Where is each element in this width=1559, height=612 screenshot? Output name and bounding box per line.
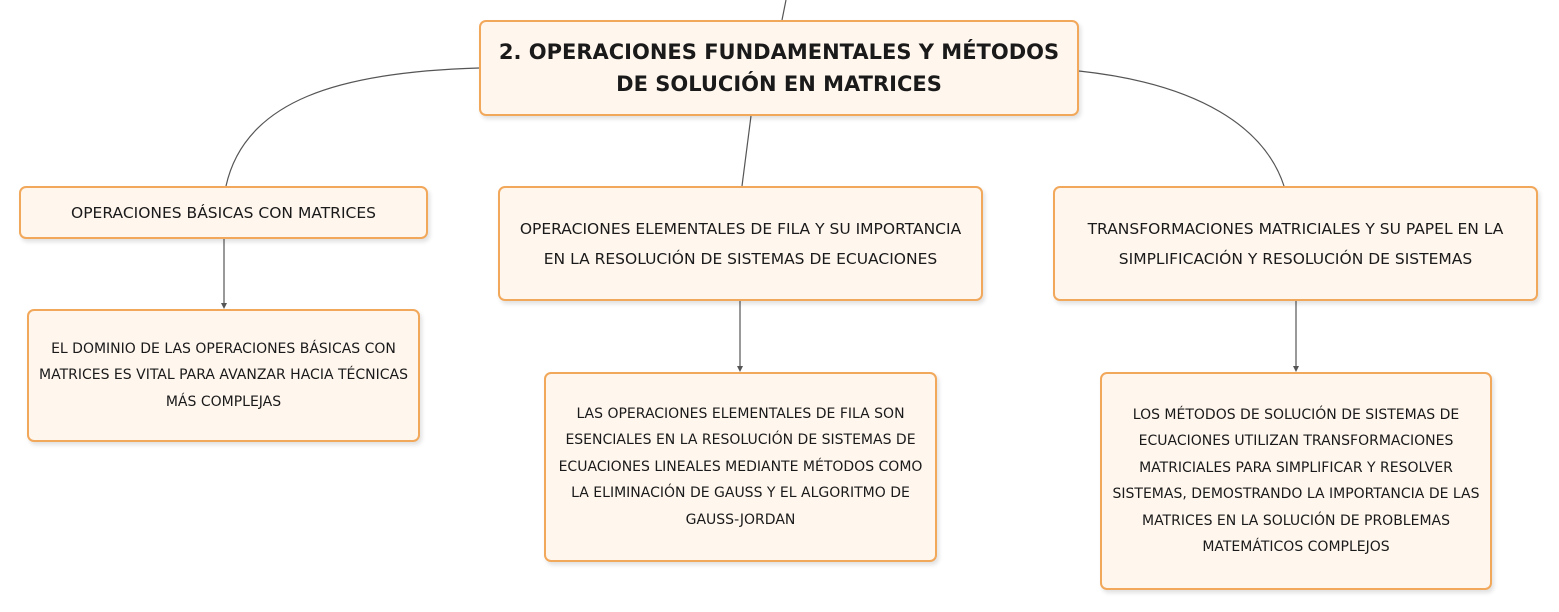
detail-text: EL DOMINIO DE LAS OPERACIONES BÁSICAS CON MATRICES ES VITAL PARA AVANZAR HACIA TÉCNICAS MÁS COMPLEJAS — [39, 340, 408, 410]
connector-parent-to-root — [782, 0, 786, 20]
topic-node-transformaciones-matriciales[interactable] — [1053, 186, 1538, 301]
topic-label: OPERACIONES BÁSICAS CON MATRICES — [71, 203, 376, 222]
root-topic-node[interactable] — [479, 20, 1079, 116]
detail-node-transformaciones-matriciales[interactable] — [1100, 372, 1492, 590]
detail-node-operaciones-basicas[interactable] — [27, 309, 420, 442]
connector-root-to-branch-3 — [1079, 71, 1284, 186]
topic-node-operaciones-elementales[interactable] — [498, 186, 983, 301]
topic-label: OPERACIONES ELEMENTALES DE FILA Y SU IMPORTANCIA EN LA RESOLUCIÓN DE SISTEMAS DE ECUACIONES — [519, 219, 962, 268]
topic-label: TRANSFORMACIONES MATRICIALES Y SU PAPEL EN LA SIMPLIFICACIÓN Y RESOLUCIÓN DE SISTEMAS — [1087, 219, 1504, 268]
detail-node-operaciones-elementales[interactable] — [544, 372, 937, 562]
root-topic-label: 2. OPERACIONES FUNDAMENTALES Y MÉTODOS DE SOLUCIÓN EN MATRICES — [498, 40, 1060, 96]
detail-text: LOS MÉTODOS DE SOLUCIÓN DE SISTEMAS DE ECUACIONES UTILIZAN TRANSFORMACIONES MATRICIALES PARA SIMPLIFICAR Y RESOLVER SISTEMAS, DEMOSTRANDO LA IMPORTANCIA DE LAS MATRICES EN LA SOLUCIÓN DE PROBLEMAS MATEMÁTICOS COMPLEJOS — [1112, 406, 1480, 555]
connector-root-to-branch-2 — [742, 116, 751, 186]
topic-node-operaciones-basicas[interactable] — [19, 186, 428, 239]
connector-root-to-branch-1 — [226, 68, 479, 186]
detail-text: LAS OPERACIONES ELEMENTALES DE FILA SON ESENCIALES EN LA RESOLUCIÓN DE SISTEMAS DE ECUACIONES LINEALES MEDIANTE MÉTODOS COMO LA ELIMINACIÓN DE GAUSS Y EL ALGORITMO DE GAUSS-JORDAN — [558, 405, 923, 528]
